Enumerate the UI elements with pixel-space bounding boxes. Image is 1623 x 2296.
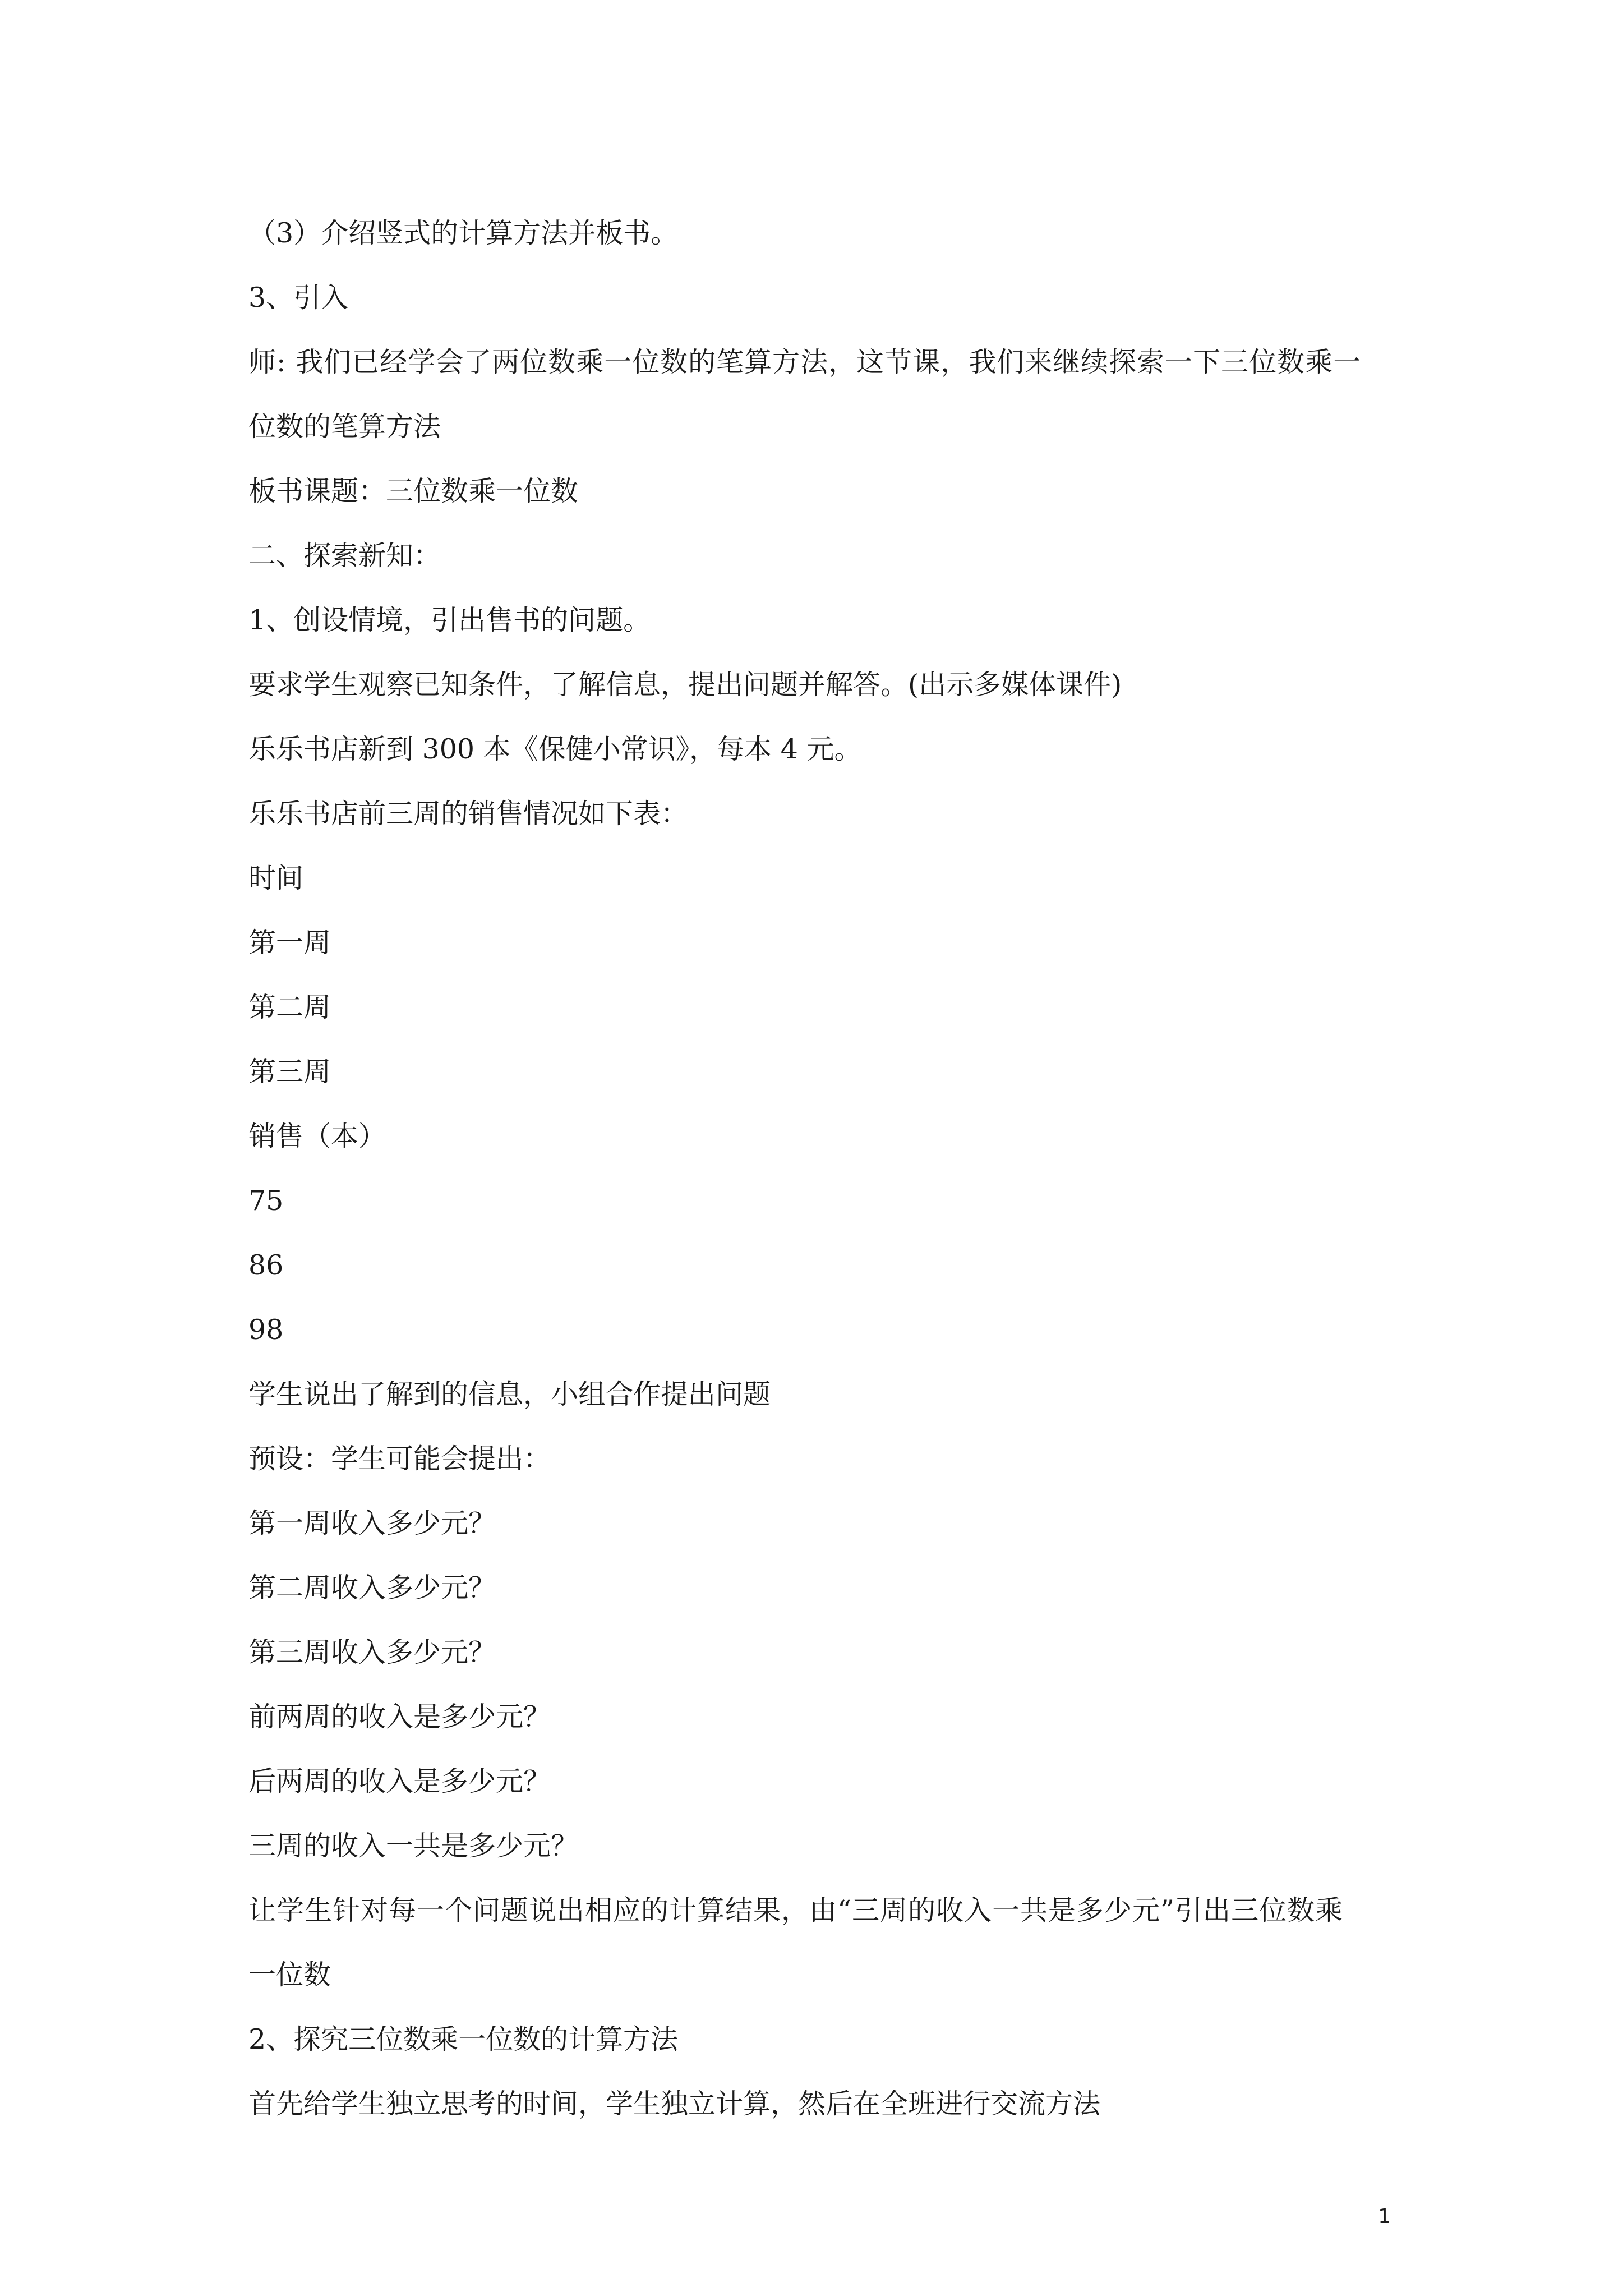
table-cell: 86: [248, 1249, 284, 1281]
question-line: 前两周的收入是多少元？: [248, 1701, 551, 1733]
text-line: 预设：学生可能会提出：: [248, 1443, 551, 1475]
question-line: 第一周收入多少元？: [248, 1507, 496, 1539]
question-line: 第二周收入多少元？: [248, 1572, 496, 1604]
text-line: （3）介绍竖式的计算方法并板书。: [248, 217, 679, 249]
question-line: 后两周的收入是多少元？: [248, 1765, 551, 1797]
table-cell: 75: [248, 1185, 284, 1217]
table-cell: 98: [248, 1314, 284, 1346]
text-line: 3、引入: [248, 282, 349, 314]
page-number: 1: [1378, 2205, 1391, 2228]
text-line: 位数的笔算方法: [248, 411, 441, 443]
document-body: [248, 214, 1387, 2149]
table-cell: 时间: [248, 862, 304, 894]
table-cell: 第一周: [248, 927, 331, 959]
text-line: 乐乐书店前三周的销售情况如下表：: [248, 798, 689, 830]
text-line: 1、创设情境，引出售书的问题。: [248, 604, 651, 636]
text-line: 学生说出了解到的信息，小组合作提出问题: [248, 1378, 771, 1410]
question-line: 第三周收入多少元？: [248, 1636, 496, 1668]
text-line: 乐乐书店新到 300 本《保健小常识》，每本 4 元。: [248, 733, 862, 765]
table-cell: 第三周: [248, 1056, 331, 1088]
table-cell: 第二周: [248, 991, 331, 1023]
text-line: 一位数: [248, 1959, 331, 1991]
text-line: 板书课题：三位数乘一位数: [248, 475, 579, 507]
text-line: 要求学生观察已知条件，了解信息，提出问题并解答。(出示多媒体课件): [248, 669, 1122, 701]
text-line: 师: 我们已经学会了两位数乘一位数的笔算方法，这节课，我们来继续探索一下三位数乘一: [248, 346, 1362, 378]
text-line: 让学生针对每一个问题说出相应的计算结果，由“三周的收入一共是多少元”引出三位数乘: [248, 1894, 1344, 1926]
section-heading: 二、探索新知：: [248, 540, 441, 572]
text-line: 2、探究三位数乘一位数的计算方法: [248, 2023, 679, 2055]
table-cell: 销售（本）: [248, 1120, 386, 1152]
question-line: 三周的收入一共是多少元？: [248, 1830, 579, 1862]
text-line: 首先给学生独立思考的时间，学生独立计算，然后在全班进行交流方法: [248, 2088, 1101, 2120]
